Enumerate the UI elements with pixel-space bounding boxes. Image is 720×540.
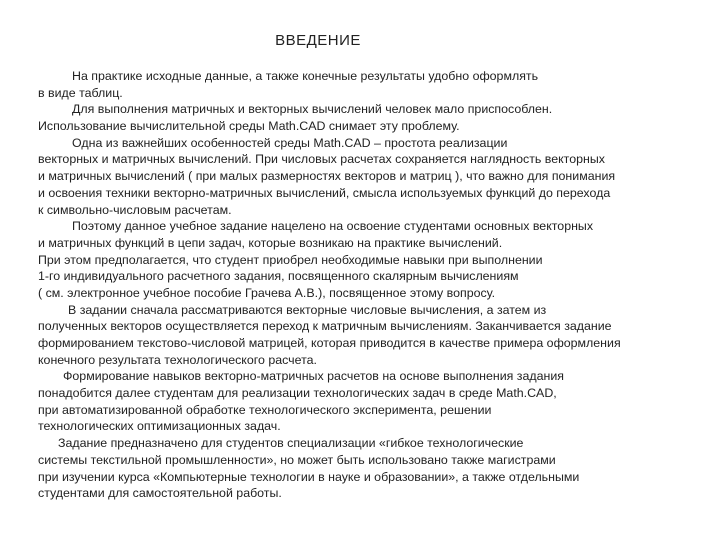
text-line: конечного результата технологического расчета.: [38, 352, 317, 367]
text-line: Задание предназначено для студентов специализации «гибкое технологические: [58, 436, 524, 451]
text-line: Для выполнения матричных и векторных вычислений человек мало приспособлен.: [72, 102, 553, 117]
text-line: На практике исходные данные, а также конечные результаты удобно оформлять: [72, 69, 539, 83]
text-line: студентами для самостоятельной работы.: [38, 486, 282, 501]
text-line: при изучении курса «Компьютерные технологии в науке и образовании», а также отдельными: [38, 469, 580, 484]
text-line: Формирование навыков векторно-матричных расчетов на основе выполнения задания: [63, 369, 564, 384]
text-line: и освоения техники векторно-матричных вычислений, смысла используемых функций до перехода: [38, 185, 611, 200]
text-line: и матричных функций в цепи задач, которые возникаю на практике вычислений.: [38, 235, 503, 250]
text-line: Одна из важнейших особенностей среды Math.CAD – простота реализации: [72, 135, 508, 150]
text-line: ( см. электронное учебное пособие Грачева А.В.), посвященное этому вопросу.: [38, 285, 496, 300]
text-line: 1-го индивидуального расчетного задания, посвященного скалярным вычислениям: [38, 269, 519, 284]
text-line: понадобится далее студентам для реализации технологических задач в среде Math.CAD,: [38, 386, 557, 401]
body-text: [38, 68, 708, 502]
text-line: системы текстильной промышленности», но может быть использовано также магистрами: [38, 452, 556, 467]
text-line: При этом предполагается, что студент приобрел необходимые навыки при выполнении: [38, 252, 543, 267]
text-line: технологических оптимизационных задач.: [38, 419, 281, 434]
text-line: к символьно-числовым расчетам.: [38, 202, 232, 217]
text-line: в виде таблиц.: [38, 85, 123, 100]
page-title: ВВЕДЕНИЕ: [275, 32, 361, 49]
text-line: формированием текстово-числовой матрицей, которая приводится в качестве примера оформления: [38, 336, 621, 350]
text-line: В задании сначала рассматриваются векторные числовые вычисления, а затем из: [68, 302, 547, 317]
text-line: при автоматизированной обработке технологического эксперимента, решении: [38, 402, 492, 417]
text-line: полученных векторов осуществляется переход к матричным вычислениям. Заканчивается задание: [38, 319, 612, 334]
text-line: векторных и матричных вычислений. При числовых расчетах сохраняется наглядность векторных: [38, 152, 605, 167]
text-line: Использование вычислительной среды Math.CAD снимает эту проблему.: [38, 119, 460, 134]
text-line: и матричных вычислений ( при малых размерностях векторов и матриц ), что важно для понимания: [38, 169, 616, 184]
text-line: Поэтому данное учебное задание нацелено на освоение студентами основных векторных: [72, 219, 594, 234]
